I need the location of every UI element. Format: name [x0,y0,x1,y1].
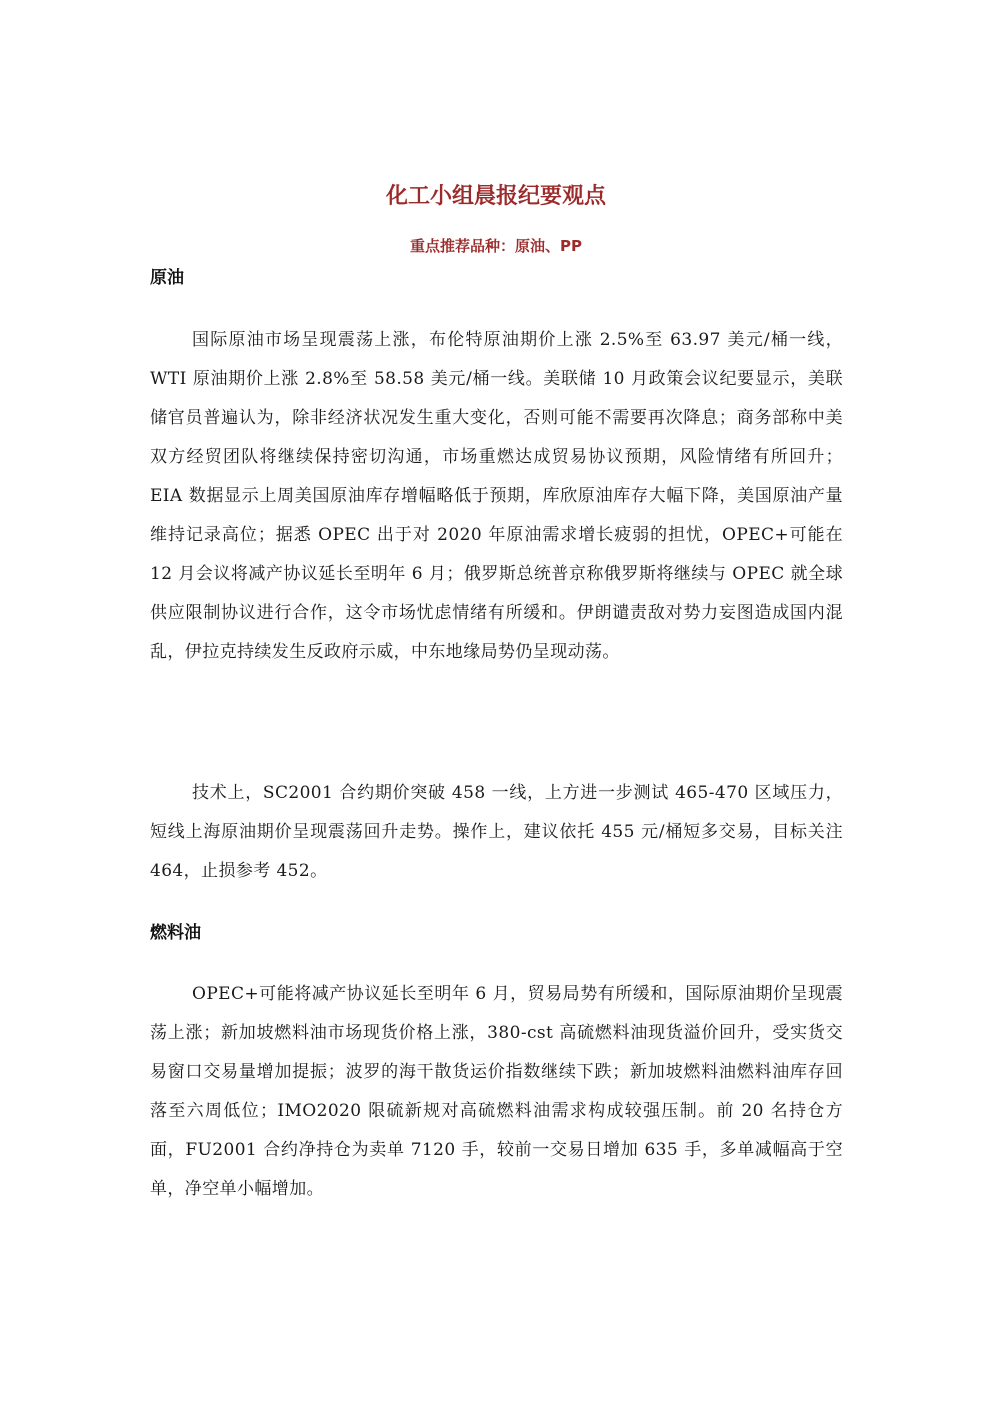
report-title: 化工小组晨报纪要观点 [385,184,606,209]
report-subtitle: 重点推荐品种：原油、PP [410,237,582,255]
crude-oil-paragraph-fundamentals: 国际原油市场呈现震荡上涨，布伦特原油期价上涨 2.5%至 63.97 美元/桶一线，WTI 原油期价上涨 2.8%至 58.58 美元/桶一线。美联储 10 月政策会议纪要显示，美联储官员普遍认为，除非经济状况发生重大变化，否则可能不需要再次降息；商务部称中美双方经贸团队将继续保持密切沟通，市场重燃达成贸易协议预期，风险情绪有所回升；EIA 数据显示上周美国原油库存增幅略低于预期，库欣原油库存大幅下降，美国原油产量维持记录高位；据悉 OPEC 出于对 2020 年原油需求增长疲弱的担忧，OPEC+可能在 12 月会议将减产协议延长至明年 6 月；俄罗斯总统普京称俄罗斯将继续与 OPEC 就全球供应限制协议进行合作，这令市场忧虑情绪有所缓和。伊朗谴责敌对势力妄图造成国内混乱，伊拉克持续发生反政府示威，中东地缘局势仍呈现动荡。 [150,330,843,662]
section-heading-fuel-oil: 燃料油 [150,923,201,943]
fuel-oil-paragraph: OPEC+可能将减产协议延长至明年 6 月，贸易局势有所缓和，国际原油期价呈现震荡上涨；新加坡燃料油市场现货价格上涨，380-cst 高硫燃料油现货溢价回升，受实货交易窗口交易量增加提振；波罗的海干散货运价指数继续下跌；新加坡燃料油燃料油库存回落至六周低位；IMO2020 限硫新规对高硫燃料油需求构成较强压制。前 20 名持仓方面，FU2001 合约净持仓为卖单 7120 手，较前一交易日增加 635 手，多单减幅高于空单，净空单小幅增加。 [150,984,843,1199]
section-heading-crude-oil: 原油 [150,268,184,288]
crude-oil-paragraph-technical: 技术上，SC2001 合约期价突破 458 一线，上方进一步测试 465-470 区域压力，短线上海原油期价呈现震荡回升走势。操作上，建议依托 455 元/桶短多交易，目标关注 464，止损参考 452。 [150,783,843,881]
